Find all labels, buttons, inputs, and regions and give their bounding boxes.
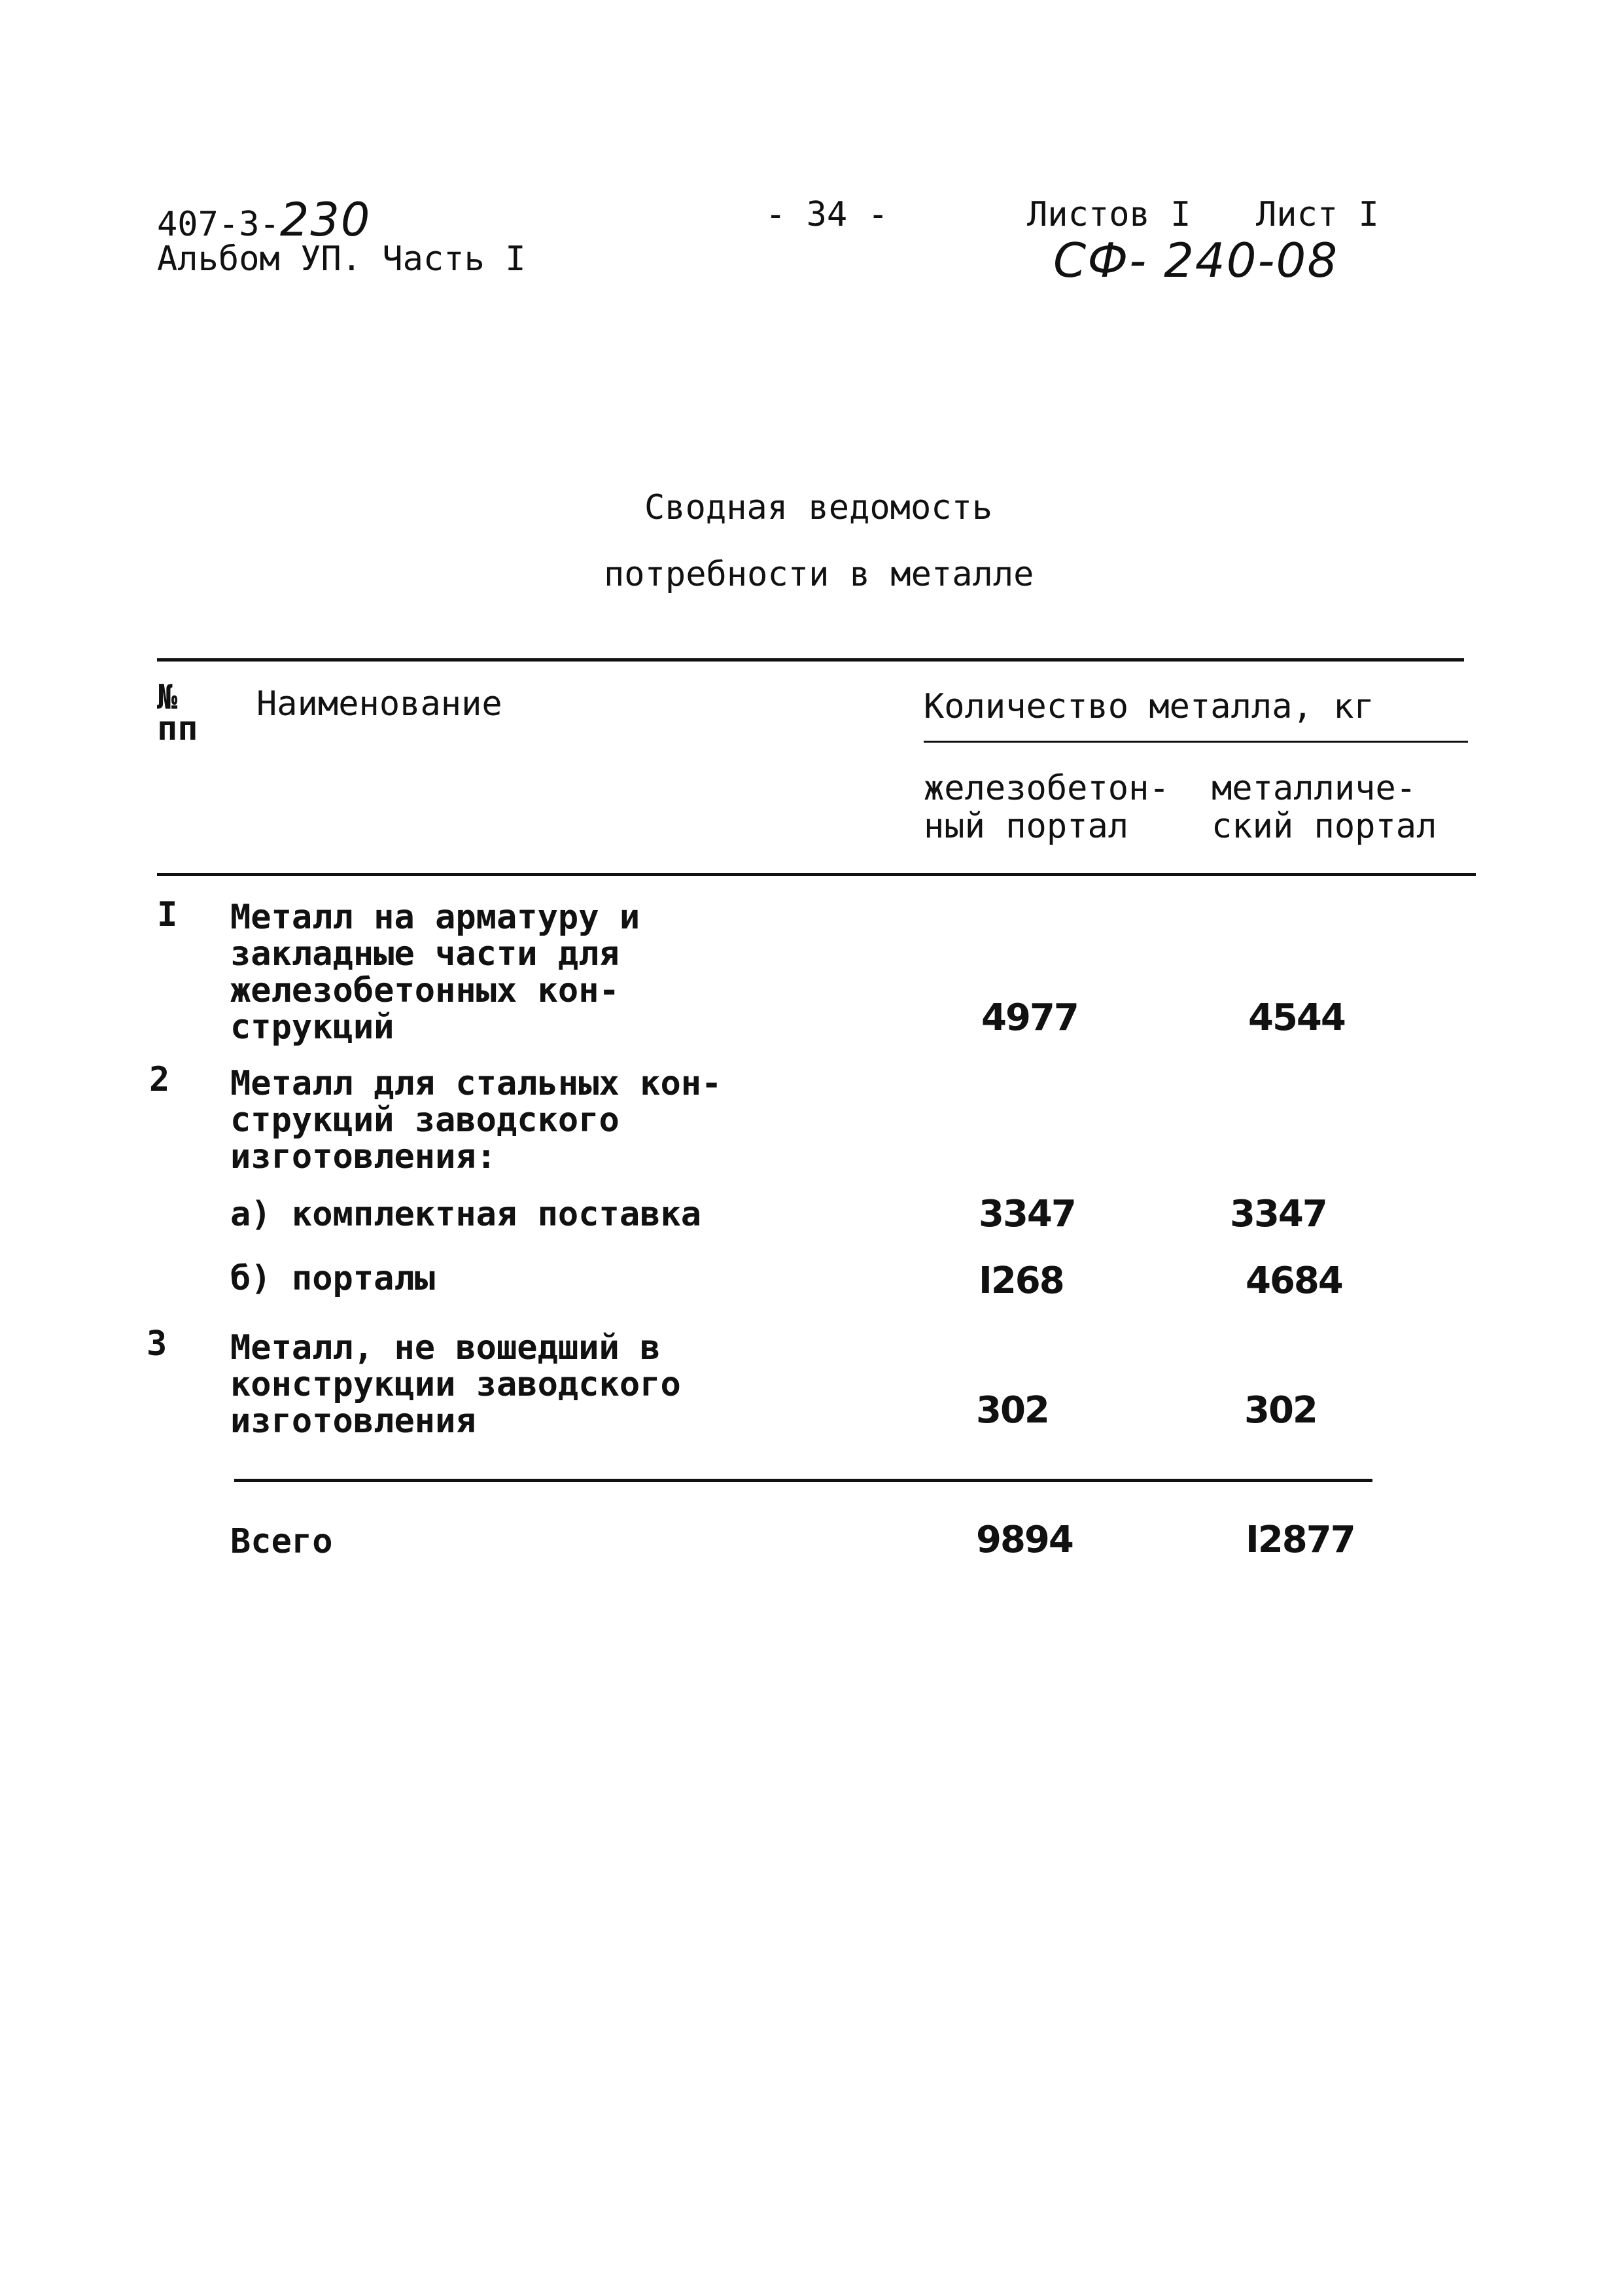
- document-code-handwritten: 230: [279, 193, 372, 247]
- row-2b-reinforced-concrete-value: I268: [979, 1260, 1064, 1302]
- row-1-name: Металл на арматуру и закладные части для железобетонных кон- струкций: [230, 898, 640, 1047]
- row-2b-metal-portal-value: 4684: [1246, 1260, 1342, 1302]
- row-2-name: Металл для стальных кон- струкций заводского изготовления:: [230, 1064, 722, 1176]
- row-3-number: 3: [147, 1324, 167, 1364]
- row-2a-reinforced-concrete-value: 3347: [979, 1193, 1075, 1235]
- album-label: Альбом УП. Часть I: [157, 239, 526, 279]
- row-2b-name: б) порталы: [230, 1259, 436, 1298]
- row-3-reinforced-concrete-value: 302: [976, 1389, 1049, 1432]
- sheets-count: Листов I: [1027, 195, 1191, 234]
- total-metal-portal-value: I2877: [1246, 1519, 1355, 1561]
- quantity-header-rule: [924, 741, 1468, 743]
- row-1-reinforced-concrete-value: 4977: [981, 997, 1078, 1039]
- total-label: Всего: [230, 1522, 333, 1561]
- row-3-name: Металл, не вошедший в конструкции заводского изготовления: [230, 1328, 681, 1441]
- total-reinforced-concrete-value: 9894: [976, 1519, 1073, 1561]
- page-number: - 34 -: [765, 195, 888, 234]
- column-header-metal-portal: металличе- ский портал: [1212, 769, 1437, 846]
- row-1-number: I: [157, 895, 178, 934]
- sheet-number: Лист I: [1256, 195, 1379, 234]
- row-2a-name: а) комплектная поставка: [230, 1195, 702, 1234]
- title-line-1: Сводная ведомость: [644, 488, 993, 527]
- document-code: [157, 194, 371, 246]
- title-line-2: потребности в металле: [604, 555, 1034, 594]
- table-header-bottom-rule: [157, 873, 1476, 876]
- row-3-metal-portal-value: 302: [1244, 1389, 1317, 1432]
- row-2a-metal-portal-value: 3347: [1230, 1193, 1327, 1235]
- column-header-reinforced-concrete: железобетон- ный портал: [924, 769, 1170, 846]
- drawing-mark-handwritten: СФ- 240-08: [1053, 233, 1339, 288]
- column-header-number: № пп: [157, 678, 198, 749]
- column-header-name: Наименование: [256, 684, 502, 724]
- row-2-number: 2: [149, 1060, 170, 1099]
- column-header-quantity: Количество металла, кг: [924, 687, 1374, 726]
- totals-rule: [234, 1479, 1372, 1482]
- row-1-metal-portal-value: 4544: [1248, 997, 1345, 1039]
- table-top-rule: [157, 658, 1464, 662]
- document-code-prefix: 407-3-: [157, 205, 280, 244]
